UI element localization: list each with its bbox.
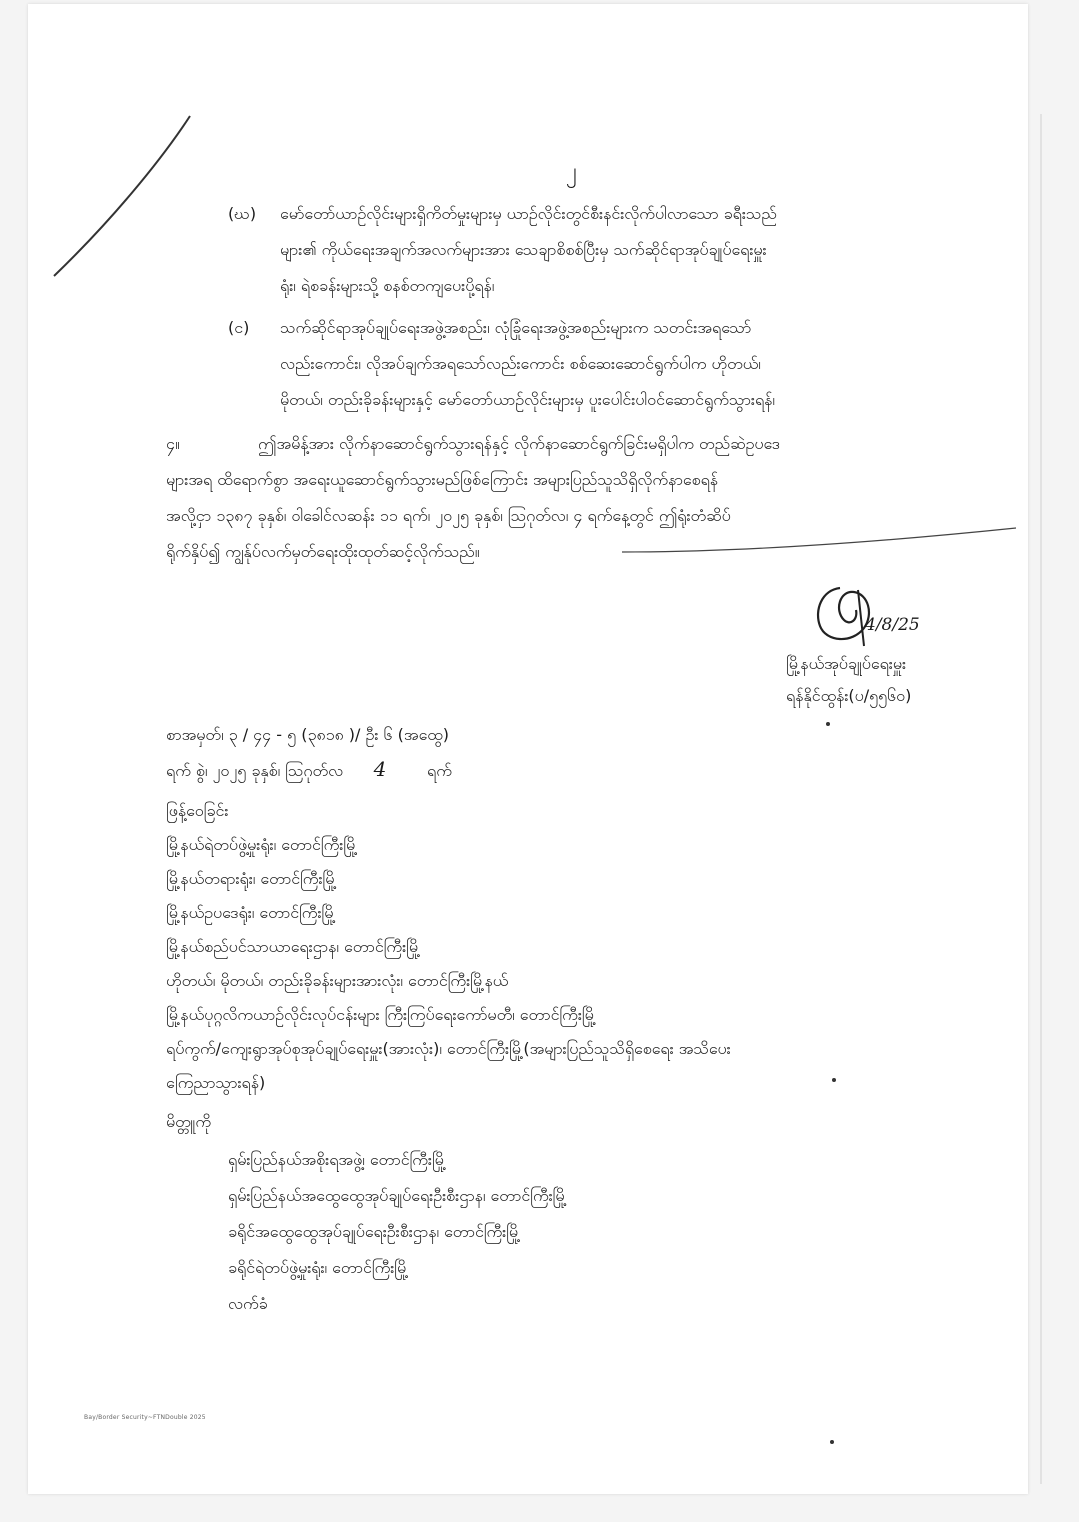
item-nga-line: လည်းကောင်း၊ လိုအပ်ချက်အရသော်လည်းကောင်း စစ်ဆေးဆောင်ရွက်ပါက ဟိုတယ်၊ [280,354,761,373]
section-4-mark: ၄။ [166,434,180,453]
pen-slash-mark [50,112,200,282]
signatory-name: ရန်နိုင်ထွန်း(ပ/၅၅၆၀) [786,686,912,705]
footer-stamp: Bay/Border Security~FTNDouble 2025 [84,1414,206,1421]
distribution-item: မြို့နယ်ရဲတပ်ဖွဲ့မှုးရုံး၊ တောင်ကြီးမြို့ [166,835,358,854]
page-number: ၂ [566,159,577,184]
scan-edge [1040,114,1042,1484]
distribution-item: မြို့နယ်ဥပဒေရုံး၊ တောင်ကြီးမြို့ [166,903,336,922]
copy-item: ခရိုင်အထွေထွေအုပ်ချုပ်ရေးဦးစီးဌာန၊ တောင်ကြီးမြို့ [228,1222,521,1241]
distribution-heading: ဖြန့်ဝေခြင်း [166,801,229,820]
speck [832,1078,836,1082]
distribution-item: မြို့နယ်စည်ပင်သာယာရေးဌာန၊ တောင်ကြီးမြို့ [166,937,421,956]
copy-item: ခရိုင်ရဲတပ်ဖွဲ့မှုးရုံး၊ တောင်ကြီးမြို့ [228,1258,409,1277]
copies-list [228,1142,567,1322]
section-4-line: ရိုက်နှိပ်၍ ကျွန်ုပ်လက်မှတ်ရေးထိုးထုတ်ဆင့်လိုက်သည်။ [166,542,480,561]
item-nga-text [280,310,775,418]
distribution-item: မြို့နယ်ပုဂ္ဂလိကယာဉ်လိုင်းလုပ်ငန်းများ ကြီးကြပ်ရေးကော်မတီ၊ တောင်ကြီးမြို့ [166,1005,597,1024]
item-gha-line: ရုံး၊ ရဲစခန်းများသို့ စနစ်တကျပေးပို့ရန်၊ [280,276,495,295]
signatory-title: မြို့နယ်အုပ်ချုပ်ရေးမှူး [786,654,907,673]
item-nga-line: သက်ဆိုင်ရာအုပ်ချုပ်ရေးအဖွဲ့အစည်း၊ လုံခြုံရေးအဖွဲ့အစည်းများက သတင်းအရသော် [280,318,752,337]
item-gha-line: များ၏ ကိုယ်ရေးအချက်အလက်များအား သေချာစိစစ်ပြီးမှ သက်ဆိုင်ရာအုပ်ချုပ်ရေးမှူး [280,240,767,259]
distribution-item: ဟိုတယ်၊ မိုတယ်၊ တည်းခိုခန်းများအားလုံး၊ တောင်ကြီးမြို့နယ် [166,971,509,990]
letter-date-day: 4 [373,757,387,781]
copy-item: ရှမ်းပြည်နယ်အထွေထွေအုပ်ချုပ်ရေးဦးစီးဌာန၊ တောင်ကြီးမြို့ [228,1186,567,1205]
copy-item: ရှမ်းပြည်နယ်အစိုးရအဖွဲ့၊ တောင်ကြီးမြို့ [228,1150,447,1169]
pen-underline-mark [620,522,1020,562]
copies-heading: မိတ္တူကို [166,1112,211,1131]
distribution-item: မြို့နယ်တရားရုံး၊ တောင်ကြီးမြို့ [166,869,337,888]
speck [826,722,830,726]
reference-block [166,718,452,788]
letter-date-suffix: ရက် [427,761,452,780]
item-mark-gha: (ဃ) [228,204,257,223]
item-nga-line: မိုတယ်၊ တည်းခိုခန်းများနှင့် မော်တော်ယာဉ်လိုင်းများမှ ပူးပေါင်းပါဝင်ဆောင်ရွက်သွားရန်၊ [280,390,775,409]
item-gha-line: မော်တော်ယာဉ်လိုင်းများရှိကိတ်မှုးများမှ ယာဉ်လိုင်းတွင်စီးနင်းလိုက်ပါလာသော ခရီးသည် [280,204,777,223]
signatory-block [786,648,911,712]
section-4-line: များအရ ထိရောက်စွာ အရေးယူဆောင်ရွက်သွားမည်ဖြစ်ကြောင်း အများပြည်သူသိရှိလိုက်နာစေရန် [166,470,719,489]
item-mark-nga: (င) [228,318,250,337]
letter-number: စာအမှတ်၊ ၃ / ၄၄ - ၅ (၃၈၁၈ )/ ဦး ၆ (အထွေ) [166,725,449,744]
letter-date [166,752,452,788]
letter-date-prefix: ရက် စွဲ၊ ၂၀၂၅ ခုနှစ်၊ ဩဂုတ်လ [166,761,344,780]
distribution-item: ရပ်ကွက်/ကျေးရွာအုပ်စုအုပ်ချုပ်ရေးမှူး(အားလုံး)၊ တောင်ကြီးမြို့(အများပြည်သူသိရှိစေရေး အသိပေး [166,1039,731,1058]
distribution-item: ကြေညာသွားရန်) [166,1073,266,1092]
speck [830,1440,834,1444]
item-gha-text [280,196,777,304]
section-4-line: အလို့ငှာ ၁၃၈၇ ခုနှစ်၊ ဝါခေါင်လဆန်း ၁၁ ရက်၊ ၂၀၂၅ ခုနှစ်၊ ဩဂုတ်လ၊ ၄ ရက်နေ့တွင် ဤရုံးတံဆိပ် [166,506,731,525]
signature-date: 4/8/25 [865,615,920,635]
copy-item: လက်ခံ [228,1294,268,1313]
distribution-list [166,794,731,1100]
section-4-line: ဤအမိန့်အား လိုက်နာဆောင်ရွက်သွားရန်နှင့် လိုက်နာဆောင်ရွက်ခြင်းမရှိပါက တည်ဆဲဥပဒေ [258,434,780,453]
